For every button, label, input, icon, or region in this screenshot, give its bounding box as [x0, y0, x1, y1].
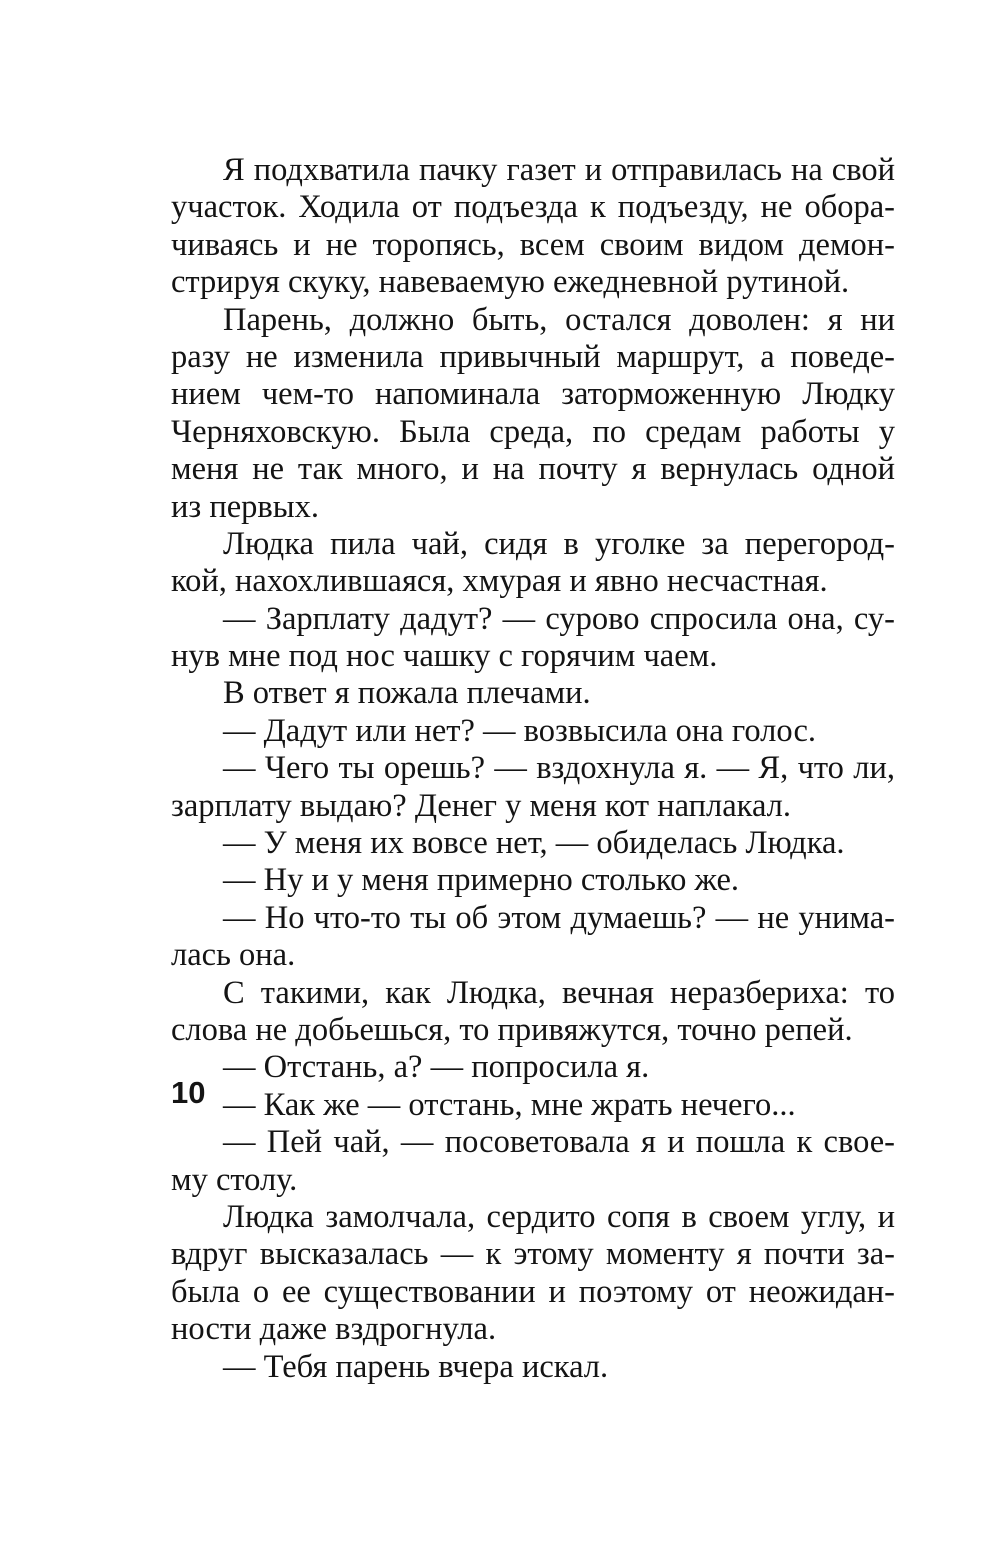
text-line: — Чего ты орешь? — вздохнула я. — Я, что ли,: [223, 750, 895, 787]
text-line: нув мне под нос чашку с горячим чаем.: [171, 638, 718, 675]
text-line: — Дадут или нет? — возвысила она голос.: [223, 712, 816, 749]
text-line: меня не так много, и на почту я вернулась одной: [171, 451, 895, 488]
text-line: была о ее существовании и поэтому от неожидан-: [171, 1273, 895, 1310]
page-number: 10: [171, 1075, 206, 1110]
text-line: — Ну и у меня примерно столько же.: [223, 862, 740, 899]
text-line: — Пей чай, — посоветовала я и пошла к свое-: [223, 1124, 895, 1161]
text-line: лась она.: [171, 937, 296, 974]
text-line: зарплату выдаю? Денег у меня кот наплакал.: [171, 787, 791, 824]
body-text: [171, 152, 895, 1386]
text-line: чиваясь и не торопясь, всем своим видом демон-: [171, 226, 895, 263]
text-line: участок. Ходила от подъезда к подъезду, не обора-: [171, 189, 895, 226]
text-line: — У меня их вовсе нет, — обиделась Людка.: [223, 825, 845, 862]
text-line: С такими, как Людка, вечная неразбериха: то: [223, 974, 895, 1011]
text-line: Парень, должно быть, остался доволен: я ни: [223, 301, 895, 338]
text-line: — Как же — отстань, мне жрать нечего...: [223, 1086, 796, 1123]
text-line: му столу.: [171, 1161, 298, 1198]
text-line: нием чем-то напоминала заторможенную Людку: [171, 376, 895, 413]
text-line: — Но что-то ты об этом думаешь? — не унима-: [223, 899, 895, 936]
text-line: ности даже вздрогнула.: [171, 1311, 497, 1348]
text-line: слова не добьешься, то привяжутся, точно репей.: [171, 1011, 853, 1048]
text-line: Черняховскую. Была среда, по средам работы у: [171, 413, 895, 450]
text-line: из первых.: [171, 488, 319, 525]
text-line: кой, нахохлившаяся, хмурая и явно несчастная.: [171, 563, 828, 600]
text-line: Людка пила чай, сидя в уголке за перегород-: [223, 525, 895, 562]
text-line: — Зарплату дадут? — сурово спросила она, су-: [223, 600, 895, 637]
text-line: стрируя скуку, навеваемую ежедневной рутиной.: [171, 264, 850, 301]
text-line: вдруг высказалась — к этому моменту я почти за-: [171, 1236, 895, 1273]
text-line: В ответ я пожала плечами.: [223, 675, 591, 712]
text-line: Людка замолчала, сердито сопя в своем углу, и: [223, 1198, 895, 1235]
text-line: разу не изменила привычный маршрут, а поведе-: [171, 338, 895, 375]
text-line: — Отстань, а? — попросила я.: [223, 1049, 650, 1086]
text-line: Я подхватила пачку газет и отправилась на свой: [223, 152, 895, 188]
text-line: — Тебя парень вчера искал.: [223, 1348, 609, 1385]
